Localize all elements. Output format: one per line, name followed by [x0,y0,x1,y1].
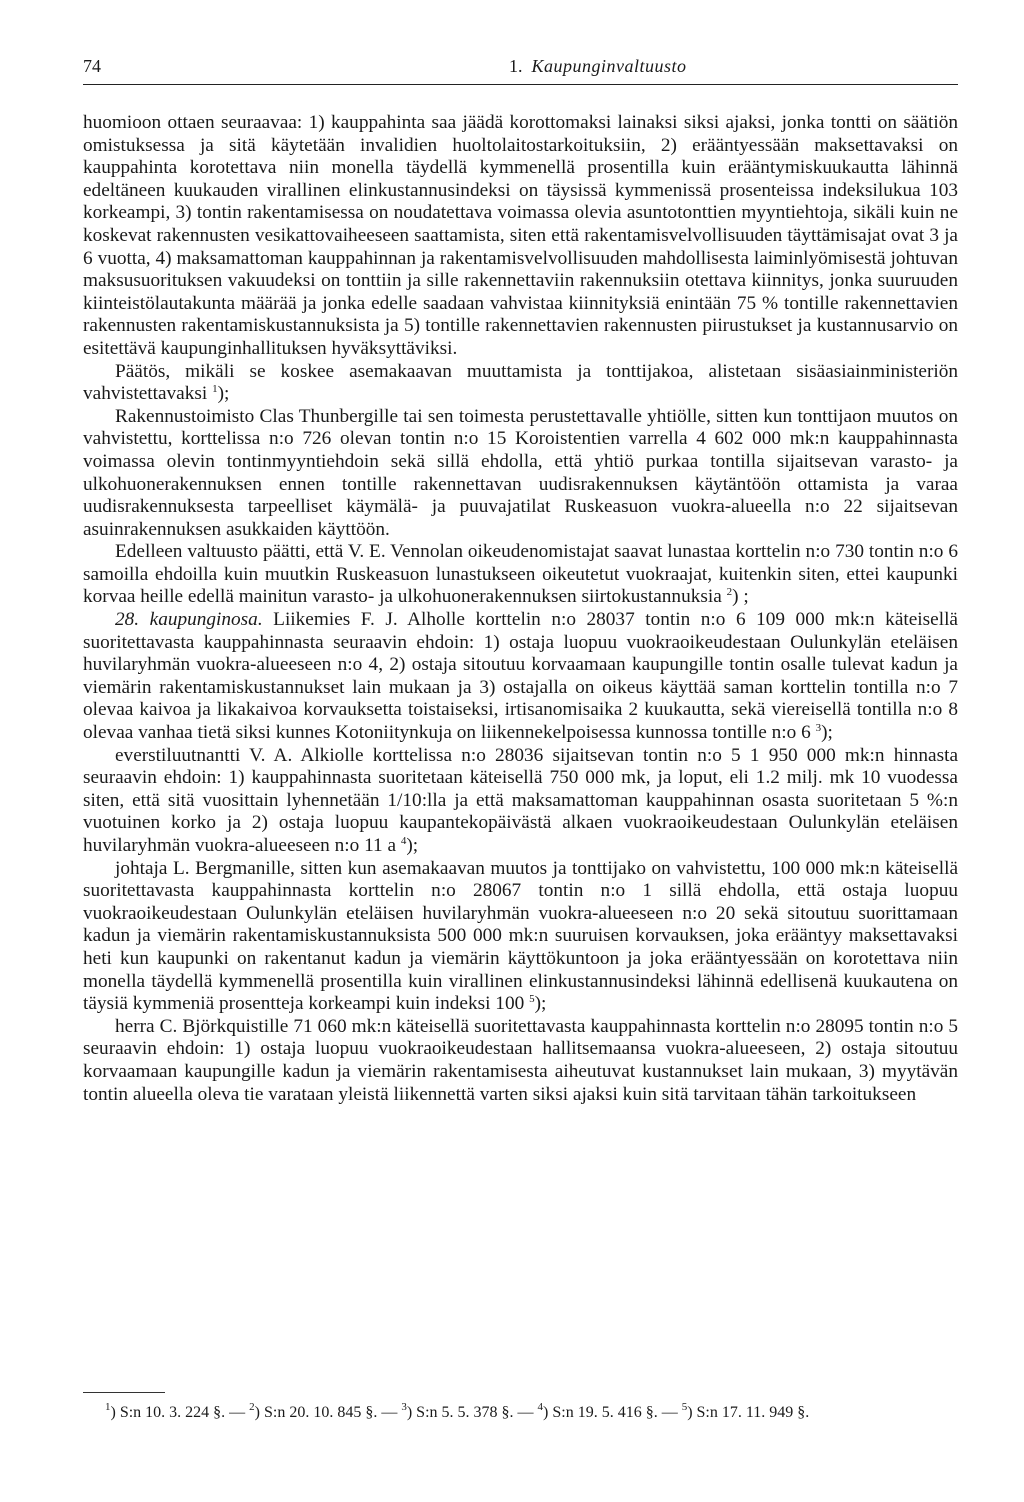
paragraph-8: herra C. Björkquistille 71 060 mk:n käteisellä suoritettavasta kauppahinnasta korttelin n:o 28095 tontin n:o 5 seuraavin ehdoin: 1) ostaja luopuu vuokraoikeudestaan hallitsemaansa vuokra-alueeseen, 2) ostaja sitoutuu korvaamaan kaupungille kadun ja viemärin rakentamisesta aiheutuvat kustannukset lain mukaan, 3) myytävän tontin alueella oleva tie varataan yleistä liikennettä varten siksi ajaksi kuin sitä tarvitaan tähän tarkoitukseen [83,1015,958,1105]
footnote-line: $^1$) S:n 10. 3. 224 §. — $^2$) S:n 20. 10. 845 §. — $^3$) S:n 5. 5. 378 §. — $^4$) S:n 19. 5. 416 §. — $^5$) S:n 17. 11. 949 §. [105,1401,810,1421]
body-text [83,112,958,1106]
footnote-ref-3: 3 [815,722,822,735]
footnote-ref-5: 5 [529,993,535,1006]
running-title [509,56,687,77]
paragraph-1: huomioon ottaen seuraavaa: 1) kauppahinta saa jäädä korottomaksi lainaksi siksi ajaksi, jonka tontti on säätiön omistuksessa ja sitä käytetään invalidien huoltolaitostarkoituksiin, 2) erääntyessään maksettavaksi on kauppahinta korotettava niin monella täydellä kymmenellä prosentilla kuin erääntymiskuukautta lähinnä edeltäneen kuukauden virallinen elinkustannusindeksi on täysissä kymmenissä prosenteissa indeksilukua 103 korkeampi, 3) tontin rakentamisessa on noudatettava voimassa olevia asuntotonttien myyntiehtoja, sikäli kuin ne koskevat rakennusten vesikattovaiheeseen saattamista, siten että rakentamisvelvollisuuden täyttämisajat ovat 3 ja 6 vuotta, 4) maksamattoman kauppahinnan ja rakentamisvelvollisuuden mahdollisesta laiminlyömisestä johtuvan maksusuorituksen vakuudeksi on tonttiin ja sille rakennettaviin rakennuksiin otettava kiinnitys, jonka suuruuden kiinteistölautakunta määrää ja jonka edelle saadaan vahvistaa kiinnityksiä enintään 75 % tontille rakennettavien rakennusten rakentamiskustannuksista ja 5) tontille rakennettavien rakennusten piirustukset ja kustannusarvio on esitettävä kaupunginhallituksen hyväksyttäviksi. [83,112,958,359]
paragraph-5: 28. kaupunginosa. Liikemies F. J. Alholle korttelin n:o 28037 tontin n:o 6 109 000 mk:n käteisellä suoritettavasta kauppahinnasta seuraavin ehdoin: 1) ostaja luopuu vuokraoikeudestaan Oulunkylän eteläisen huvilaryhmän vuokra-alueeseen n:o 4, 2) ostaja sitoutuu korvaamaan kaupungille tontin osalle tulevat kadun ja viemärin rakentamiskustannukset lain mukaan ja 3) ostajalla on oikeus käyttää saman korttelin tontilla n:o 7 olevaa kaivoa ja likakaivoa korvauksetta toistaiseksi, irtisanomisaika 2 kuukautta, sekä viereisellä tontilla n:o 8 olevaa vanhaa tietä siksi kunnes Kotoniitynkuja on liikennekelpoisessa kunnossa tontille n:o 6 $^3$); [83,609,958,744]
section-title: Kaupunginvaltuusto [531,56,687,76]
paragraph-3: Rakennustoimisto Clas Thunbergille tai sen toimesta perustettavalle yhtiölle, sitten kun tonttijaon muutos on vahvistettu, korttelissa n:o 726 olevan tontin n:o 15 Koroistentien varrella 4 602 000 mk:n kauppahinnasta voimassa olevin tontinmyyntiehdoin sekä sillä ehdolla, että yhtiö purkaa tontilla sijaitsevan varasto- ja ulkohuonerakennuksen ennen tontille rakennettavan uudisrakennuksen käytäntöön ottamista ja varaa uudisrakennuksesta tarpeelliset käymälä- ja puuvajatilat Ruskeasuon vuokra-alueella n:o 22 sijaitsevan asuinrakennuksen asukkaiden käyttöön. [83,405,958,540]
footnote-divider [83,1392,165,1393]
page-number: 74 [83,56,101,76]
paragraph-2: Päätös, mikäli se koskee asemakaavan muuttamista ja tonttijakoa, alistetaan sisäasiainministeriön vahvistettavaksi $^1$); [83,360,958,405]
footnote-ref-2: 2 [726,586,733,599]
paragraph-6: everstiluutnantti V. A. Alkiolle korttelissa n:o 28036 sijaitsevan tontin n:o 5 1 950 000 mk:n hinnasta seuraavin ehdoin: 1) kauppahinnasta suoritetaan käteisellä 750 000 mk, ja loput, eli 1.2 milj. mk 10 vuodessa siten, että sitä vuosittain lyhennetään 1/10:lla ja että maksamattoman kauppahinnan osasta suoritetaan 5 %:n vuotuinen korko ja 2) ostaja luopuu kaupantekopäivästä alkaen vuokraoikeudestaan Oulunkylän eteläisen huvilaryhmän vuokra-alueeseen n:o 11 a $^4$); [83,744,958,856]
district-heading: 28. kaupunginosa. [115,609,263,631]
paragraph-7: johtaja L. Bergmanille, sitten kun asemakaavan muutos ja tonttijako on vahvistettu, 100 000 mk:n käteisellä suoritettavasta kauppahinnasta korttelin n:o 28067 tontin n:o 1 sillä ehdolla, että ostaja luopuu vuokraoikeudestaan Oulunkylän eteläisen huvilaryhmän vuokra-alueeseen n:o 20 sekä sitoutuu suorittamaan kadun ja viemärin rakentamiskustannuksista 500 000 mk:n suuruisen korvauksen, joka erääntyy maksettavaksi heti kun kaupunki on rakentanut kadun ja viemärin käyttökuntoon ja joka erääntyessään on korotettava niin monella täydellä kymmenellä prosentilla kuin virallinen elinkustannusindeksi lähinnä edellisenä kuukautena on täysiä kymmeniä prosentteja korkeampi kuin indeksi 100 $^5$); [83,857,958,1015]
paragraph-4: Edelleen valtuusto päätti, että V. E. Vennolan oikeudenomistajat saavat lunastaa korttelin n:o 730 tontin n:o 6 samoilla ehdoilla kuin muutkin Ruskeasuon lunastukseen oikeutetut vuokraajat, kuitenkin siten, ettei kaupunki korvaa heille edellä mainitun varasto- ja ulkohuonerakennuksen siirtokustannuksia $^2$) ; [83,541,958,608]
running-header [83,56,958,85]
footnotes [83,1402,958,1423]
footnote-ref-1: 1 [212,383,218,396]
section-number: 1. [509,56,523,76]
footnote-ref-4: 4 [400,835,407,847]
